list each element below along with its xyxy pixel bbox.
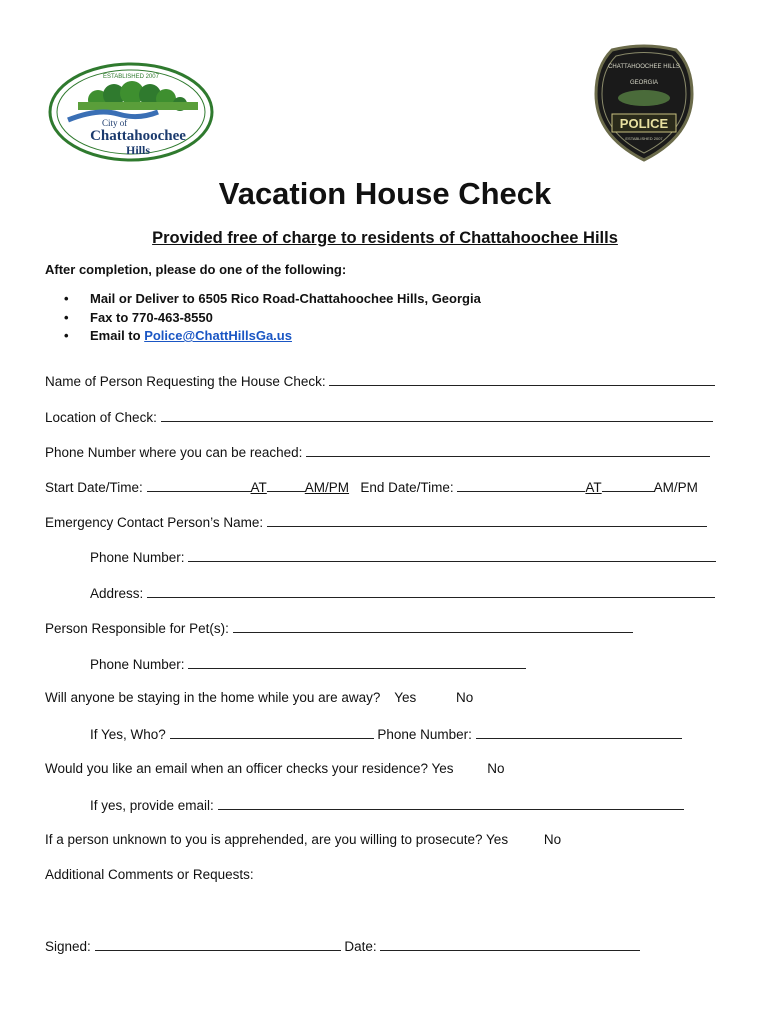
date-label: Date: xyxy=(344,939,377,954)
email-label: If yes, provide email: xyxy=(90,798,214,813)
location-label: Location of Check: xyxy=(45,410,157,425)
svg-text:City of: City of xyxy=(102,118,128,128)
phone-field[interactable] xyxy=(306,442,710,457)
who-phone-field[interactable] xyxy=(476,724,682,739)
prosecute-row xyxy=(45,831,561,849)
start-ampm-label: AM/PM xyxy=(304,480,350,495)
svg-text:Chattahoochee: Chattahoochee xyxy=(90,128,186,144)
signature-row xyxy=(45,936,640,956)
email-no-option[interactable]: No xyxy=(487,761,505,776)
dates-row xyxy=(45,477,698,497)
signature-field[interactable] xyxy=(95,936,341,951)
pet-phone-label: Phone Number: xyxy=(90,657,185,672)
emergency-phone-label: Phone Number: xyxy=(90,550,185,565)
svg-text:ESTABLISHED 2007: ESTABLISHED 2007 xyxy=(103,74,159,80)
page-subtitle: Provided free of charge to residents of Chattahoochee Hills xyxy=(152,229,618,247)
email-question-row xyxy=(45,760,505,778)
end-ampm-label: AM/PM xyxy=(653,480,698,495)
svg-text:GEORGIA: GEORGIA xyxy=(629,80,659,86)
emergency-address-row xyxy=(90,583,715,603)
list-item: • Email to Police@ChattHillsGa.us xyxy=(64,328,292,343)
svg-text:POLICE: POLICE xyxy=(619,116,669,131)
who-row xyxy=(90,724,682,744)
svg-text:CHATTAHOOCHEE HILLS: CHATTAHOOCHEE HILLS xyxy=(608,64,680,70)
prosecute-yes-option[interactable]: Yes xyxy=(486,832,509,847)
svg-text:Hills: Hills xyxy=(125,143,151,157)
city-logo xyxy=(48,62,214,162)
date-field[interactable] xyxy=(380,936,640,951)
pet-label: Person Responsible for Pet(s): xyxy=(45,621,229,636)
location-field[interactable] xyxy=(161,407,713,422)
police-badge xyxy=(592,44,696,164)
staying-no-option[interactable]: No xyxy=(456,690,474,705)
emergency-address-field[interactable] xyxy=(147,583,715,598)
pet-phone-field[interactable] xyxy=(188,654,526,669)
emergency-contact-label: Emergency Contact Person’s Name: xyxy=(45,515,264,530)
requester-name-row xyxy=(45,371,715,391)
staying-row xyxy=(45,689,473,707)
start-date-label: Start Date/Time: xyxy=(45,480,143,495)
prosecute-no-option[interactable]: No xyxy=(543,832,562,847)
email-option: Email to xyxy=(90,328,145,343)
requester-name-field[interactable] xyxy=(329,371,715,386)
phone-label: Phone Number where you can be reached: xyxy=(45,445,303,460)
end-time-field[interactable] xyxy=(602,477,654,492)
who-field[interactable] xyxy=(170,724,374,739)
who-phone-label: Phone Number: xyxy=(377,727,472,742)
emergency-contact-row xyxy=(45,512,707,532)
end-date-field[interactable] xyxy=(457,477,585,492)
staying-question: Will anyone be staying in the home while you are away? xyxy=(45,690,381,705)
start-at-label: AT xyxy=(250,480,267,495)
delivery-options-list xyxy=(64,290,481,346)
page-title: Vacation House Check xyxy=(218,176,552,211)
email-link[interactable]: Police@ChattHillsGa.us xyxy=(144,328,292,343)
svg-text:ESTABLISHED 2007: ESTABLISHED 2007 xyxy=(625,136,663,141)
instructions: After completion, please do one of the following: xyxy=(45,262,347,277)
start-date-field[interactable] xyxy=(147,477,251,492)
emergency-address-label: Address: xyxy=(90,586,144,601)
emergency-phone-row xyxy=(90,547,716,567)
location-row xyxy=(45,407,713,427)
email-row xyxy=(90,795,684,815)
prosecute-question: If a person unknown to you is apprehended, are you willing to prosecute? xyxy=(45,832,483,847)
mail-option: Mail or Deliver to 6505 Rico Road-Chattahoochee Hills, Georgia xyxy=(90,291,481,306)
fax-option: Fax to 770-463-8550 xyxy=(90,309,213,325)
phone-row xyxy=(45,442,710,462)
end-date-label: End Date/Time: xyxy=(360,480,454,495)
list-item: • Fax to 770-463-8550 xyxy=(64,309,213,325)
comments-row xyxy=(45,866,254,884)
email-yes-option[interactable]: Yes xyxy=(431,761,454,776)
staying-yes-option[interactable]: Yes xyxy=(394,690,417,705)
comments-label[interactable]: Additional Comments or Requests: xyxy=(45,867,254,882)
end-at-label: AT xyxy=(585,480,602,495)
pet-row xyxy=(45,618,633,638)
pet-phone-row xyxy=(90,654,526,674)
requester-name-label: Name of Person Requesting the House Check: xyxy=(45,374,326,389)
email-field[interactable] xyxy=(218,795,684,810)
who-label: If Yes, Who? xyxy=(90,727,166,742)
emergency-contact-field[interactable] xyxy=(267,512,707,527)
signed-label: Signed: xyxy=(45,939,91,954)
email-question: Would you like an email when an officer checks your residence? xyxy=(45,761,428,776)
start-time-field[interactable] xyxy=(267,477,305,492)
list-item: • Mail or Deliver to 6505 Rico Road-Chattahoochee Hills, Georgia xyxy=(64,291,481,306)
emergency-phone-field[interactable] xyxy=(188,547,716,562)
pet-field[interactable] xyxy=(233,618,633,633)
